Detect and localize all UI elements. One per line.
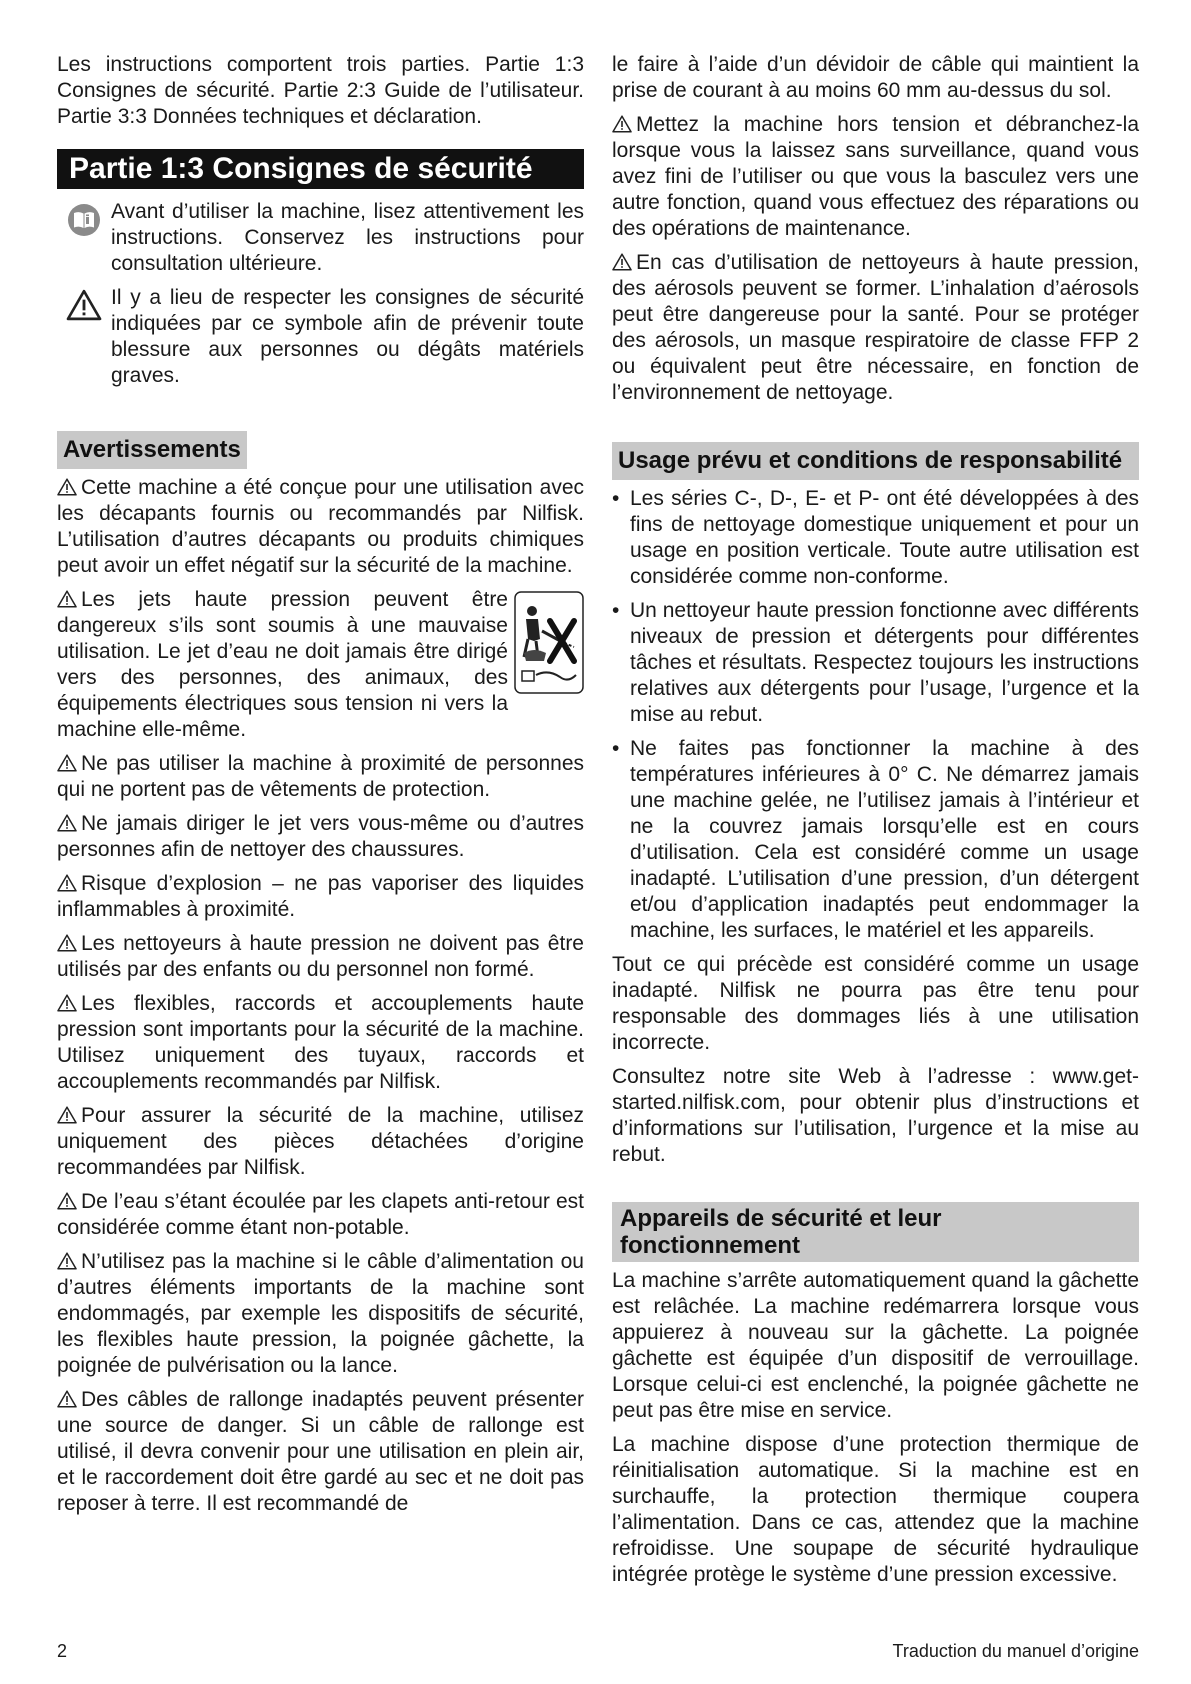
warning-item: Des câbles de rallonge inadaptés peuvent présenter une source de danger. Si un câble de rallonge est utilisé, il devra convenir pour une utilisation en plein air, et le raccordement doit être gardé au sec et ne doit pas reposer à terre. Il est recommandé de	[57, 1388, 584, 1515]
warning-item: De l’eau s’étant écoulée par les clapets anti-retour est considérée comme étant non-potable.	[57, 1190, 584, 1239]
safety-symbol-text: Il y a lieu de respecter les consignes de sécurité indiquées par ce symbole afin de prévenir toute blessure aux personnes ou dégâts matériels graves.	[111, 286, 584, 387]
warning-icon	[57, 1390, 77, 1408]
warning-icon	[57, 754, 77, 772]
warning-icon	[612, 115, 632, 133]
usage-list	[612, 486, 1139, 944]
safety-devices-heading	[612, 1202, 1139, 1262]
left-column	[57, 52, 584, 1525]
warning-icon	[57, 874, 77, 892]
list-item: • Ne faites pas fonctionner la machine à des températures inférieures à 0° C. Ne démarrez jamais une machine gelée, ne l’utilisez jamais à l’intérieur et ne la couvrez jamais lorsqu’elle est en cours d’utilisation. Cela est considéré comme un usage inadapté. L’utilisation d’une pression, d’un détergent et/ou d’application inadaptés peut endommager la machine, les surfaces, le matériel et les appareils.	[612, 736, 1139, 944]
no-spray-at-people-icon	[514, 591, 584, 694]
continuation-text: le faire à l’aide d’un dévidoir de câble qui maintient la prise de courant à au moins 60 mm au-dessus du sol.	[612, 53, 1139, 102]
warning-item: Mettez la machine hors tension et débranchez-la lorsque vous la laissez sans surveillance, quand vous avez fini de l’utiliser ou que vous la basculez vers une autre fonction, quand vous effectuez des réparations ou des opérations de maintenance.	[612, 113, 1139, 240]
safety-symbol-notice	[57, 285, 584, 389]
usage-paragraph: Tout ce qui précède est considéré comme un usage inadapté. Nilfisk ne pourra pas être tenu pour responsable des dommages liés à une utilisation incorrecte.	[612, 953, 1139, 1054]
warning-item: Cette machine a été conçue pour une utilisation avec les décapants fournis ou recommandés par Nilfisk. L’utilisation d’autres décapants ou produits chimiques peut avoir un effet négatif sur la sécurité de la machine.	[57, 476, 584, 577]
warning-item: En cas d’utilisation de nettoyeurs à haute pression, des aérosols peuvent se former. L’inhalation d’aérosols peut être dangereuse pour la santé. Pour se protéger des aérosols, un masque respiratoire de classe FFP 2 ou équivalent peut être nécessaire, en fonction de l’environnement de nettoyage.	[612, 251, 1139, 404]
warning-item: N’utilisez pas la machine si le câble d’alimentation ou d’autres éléments importants de la machine sont endommagés, par exemple les dispositifs de sécurité, les flexibles haute pression, la poignée gâchette, la poignée de pulvérisation ou la lance.	[57, 1250, 584, 1377]
warning-item: Les jets haute pression peuvent être dangereux s’ils sont soumis à une mauvaise utilisation. Le jet d’eau ne doit jamais être dirigé vers des personnes, des animaux, des équipements électriques sous tension ni vers la machine elle-même.	[57, 587, 584, 743]
website-paragraph: Consultez notre site Web à l’adresse : www.get-started.nilfisk.com, pour obtenir plus d’instructions et d’informations sur l’utilisation, l’urgence et la mise au rebut.	[612, 1065, 1139, 1166]
warning-item: Risque d’explosion – ne pas vaporiser des liquides inflammables à proximité.	[57, 872, 584, 921]
warning-icon	[612, 253, 632, 271]
warning-item: Les nettoyeurs à haute pression ne doivent pas être utilisés par des enfants ou du personnel non formé.	[57, 932, 584, 981]
warning-icon	[57, 994, 77, 1012]
warnings-heading: Avertissements	[57, 431, 247, 469]
list-item: • Les séries C-, D-, E- et P- ont été développées à des fins de nettoyage domestique uniquement et pour un usage en position verticale. Toute autre utilisation est considérée comme non-conforme.	[612, 486, 1139, 590]
warning-icon	[57, 285, 111, 321]
right-column	[612, 52, 1139, 1596]
warning-item: Ne pas utiliser la machine à proximité de personnes qui ne portent pas de vêtements de protection.	[57, 752, 584, 801]
read-manual-text: Avant d’utiliser la machine, lisez attentivement les instructions. Conservez les instructions pour consultation ultérieure.	[111, 200, 584, 275]
read-manual-notice	[57, 199, 584, 277]
safety-devices-paragraph: La machine s’arrête automatiquement quand la gâchette est relâchée. La machine redémarrera lorsque vous appuierez à nouveau sur la gâchette. La poignée gâchette est équipée d’un dispositif de verrouillage. Lorsque celui-ci est enclenché, la poignée gâchette ne peut pas être mise en service.	[612, 1269, 1139, 1422]
warning-icon	[57, 814, 77, 832]
read-manual-icon	[57, 199, 111, 237]
warning-icon	[57, 934, 77, 952]
safety-devices-heading-line: fonctionnement	[620, 1232, 800, 1259]
usage-heading: Usage prévu et conditions de responsabilité	[612, 442, 1139, 480]
list-item: • Un nettoyeur haute pression fonctionne avec différents niveaux de pression et détergents pour différentes tâches et résultats. Respectez toujours les instructions relatives aux détergents pour l’usage, l’urgence et la mise au rebut.	[612, 598, 1139, 728]
warning-item: Ne jamais diriger le jet vers vous-même ou d’autres personnes afin de nettoyer des chaussures.	[57, 812, 584, 861]
intro-text: Les instructions comportent trois parties. Partie 1:3 Consignes de sécurité. Partie 2:3 Guide de l’utilisateur. Partie 3:3 Données techniques et déclaration.	[57, 53, 584, 128]
warning-item: Pour assurer la sécurité de la machine, utilisez uniquement des pièces détachées d’origine recommandées par Nilfisk.	[57, 1104, 584, 1179]
warning-icon	[57, 1192, 77, 1210]
page-title: Partie 1:3 Consignes de sécurité	[57, 149, 584, 189]
page-number: 2	[57, 1641, 68, 1661]
warning-icon	[57, 1106, 77, 1124]
warning-item: Les flexibles, raccords et accouplements haute pression sont importants pour la sécurité de la machine. Utilisez uniquement des tuyaux, raccords et accouplements recommandés par Nilfisk.	[57, 992, 584, 1093]
warning-icon	[57, 478, 77, 496]
translation-note: Traduction du manuel d’origine	[892, 1641, 1139, 1661]
warning-icon	[57, 590, 77, 608]
safety-devices-heading-line: Appareils de sécurité et leur	[620, 1205, 942, 1232]
warning-icon	[57, 1252, 77, 1270]
safety-devices-paragraph: La machine dispose d’une protection thermique de réinitialisation automatique. Si la machine est en surchauffe, la protection thermique coupera l’alimentation. Dans ce cas, attendez que la machine refroidisse. Une soupape de sécurité hydraulique intégrée protège le système d’une pression excessive.	[612, 1433, 1139, 1586]
